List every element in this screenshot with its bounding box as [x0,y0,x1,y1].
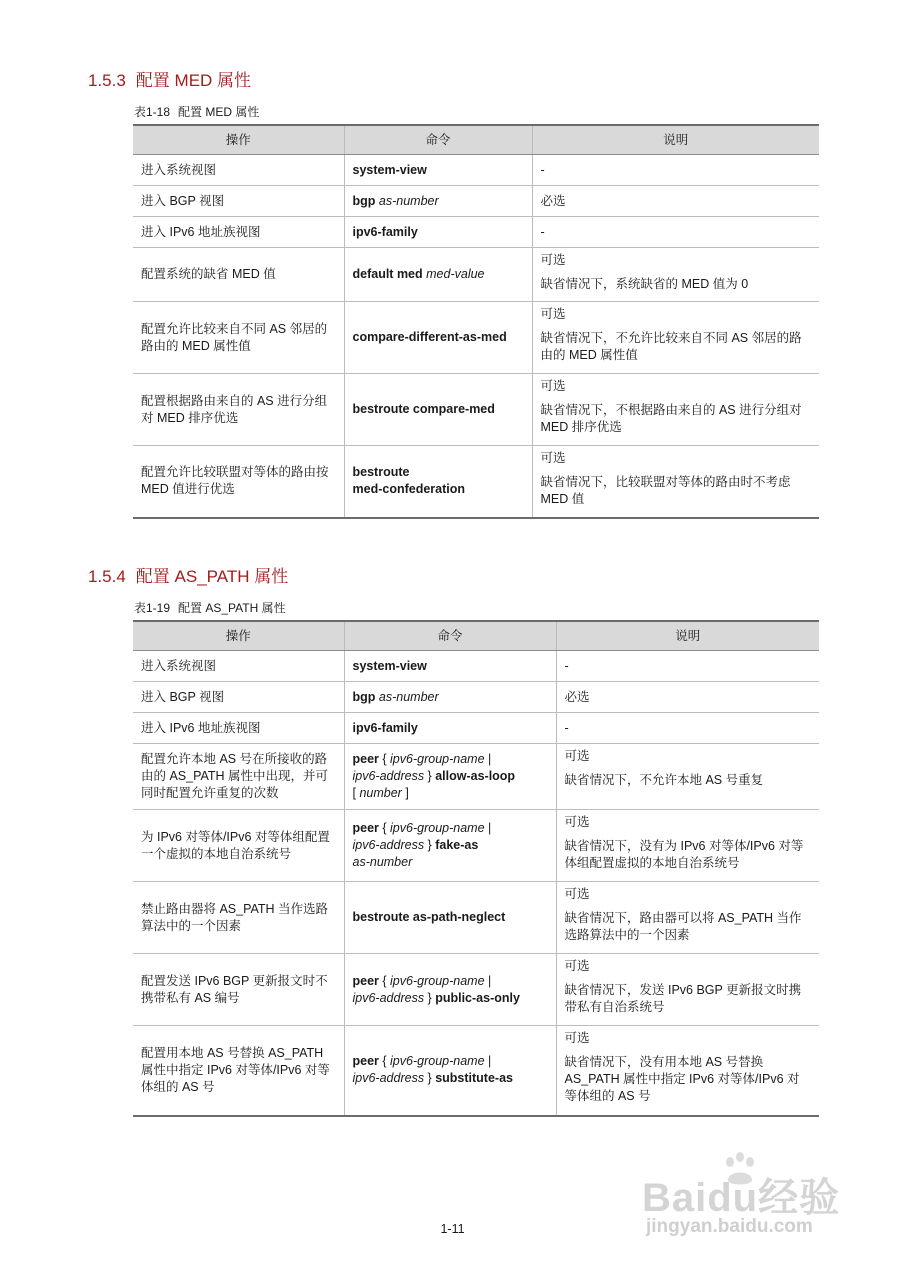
operation-cell: 进入系统视图 [133,651,344,682]
command-keyword: ipv6-family [352,224,418,239]
operation-cell: 进入 BGP 视图 [133,682,344,713]
section-heading-med [88,66,251,91]
command-keyword: bestroute as-path-neglect [352,910,506,924]
command-cell [344,744,556,810]
command-cell [344,302,532,374]
operation-cell: 配置允许比较联盟对等体的路由按 MED 值进行优选 [133,446,344,518]
description-line: - [540,224,545,239]
section-title: 配置 AS_PATH 属性 [135,567,289,586]
caption-text: 配置 AS_PATH 属性 [178,601,286,615]
description-line: 可选 [564,887,590,901]
command-cell [344,713,556,744]
command-argument: ipv6-address [352,990,425,1005]
command-keyword: peer [352,752,379,766]
command-text: } [424,838,436,852]
operation-cell: 为 IPv6 对等体/IPv6 对等体组配置一个虚拟的本地自治系统号 [133,810,344,882]
description-cell [556,810,819,882]
command-argument: number [359,786,402,800]
command-cell [344,954,556,1026]
command-keyword: system-view [352,658,427,673]
command-keyword: med-confederation [352,482,466,497]
command-text: ] [401,786,409,800]
command-argument: ipv6-address [352,769,425,783]
description-line: 可选 [564,815,590,829]
command-keyword: bestroute compare-med [352,402,495,416]
command-text: } [424,1071,436,1086]
command-text: [ [352,786,360,800]
description-line: 必选 [564,689,590,704]
description-cell [532,248,819,302]
command-text: | [484,821,492,835]
operation-cell: 进入 IPv6 地址族视图 [133,217,344,248]
command-keyword: substitute-as [435,1071,513,1086]
operation-cell: 进入 IPv6 地址族视图 [133,713,344,744]
table-header-row [133,125,819,155]
watermark-brand: Baidu经验 [642,1176,841,1220]
command-text: { [378,1054,391,1069]
table-caption-med [134,103,259,120]
description-cell [556,1026,819,1116]
description-cell [556,882,819,954]
command-keyword: peer [352,821,379,835]
table-row [133,810,819,882]
table-row [133,713,819,744]
table-row [133,744,819,810]
table-row [133,248,819,302]
description-line: 可选 [564,1031,590,1045]
command-argument: ipv6-address [352,1071,425,1086]
description-line: 可选 [540,379,566,393]
command-argument: ipv6-group-name [390,973,485,988]
table-row [133,954,819,1026]
command-cell [344,882,556,954]
command-keyword: default med [352,267,423,281]
description-cell [556,651,819,682]
command-text: { [378,752,391,766]
description-cell [532,186,819,217]
description-line: - [564,658,569,673]
table-row [133,651,819,682]
command-text: } [424,769,436,783]
description-line: 可选 [564,749,590,763]
operation-cell: 进入 BGP 视图 [133,186,344,217]
med-config-table [133,124,819,519]
command-cell [344,682,556,713]
table-row [133,1026,819,1116]
command-text: | [484,1054,492,1069]
table-row [133,302,819,374]
command-cell [344,374,532,446]
description-cell [532,374,819,446]
description-cell [556,682,819,713]
operation-cell: 配置根据路由来自的 AS 进行分组对 MED 排序优选 [133,374,344,446]
header-operation: 操作 [133,125,344,155]
command-text: | [484,973,492,988]
description-line: - [540,162,545,177]
table-row [133,186,819,217]
description-line: 缺省情况下，不允许本地 AS 号重复 [564,773,764,787]
command-keyword: bgp [352,689,376,704]
command-keyword: ipv6-family [352,720,418,735]
operation-cell: 配置发送 IPv6 BGP 更新报文时不携带私有 AS 编号 [133,954,344,1026]
command-argument: ipv6-address [352,838,425,852]
command-cell [344,810,556,882]
command-argument: as-number [378,689,439,704]
command-text: } [424,990,436,1005]
command-cell [344,1026,556,1116]
description-cell [556,744,819,810]
command-argument: ipv6-group-name [390,821,485,835]
header-command: 命令 [344,621,556,651]
command-argument: as-number [378,193,439,208]
description-line: 缺省情况下，不根据路由来自的 AS 进行分组对 MED 排序优选 [540,403,802,434]
operation-cell: 配置允许比较来自不同 AS 邻居的路由的 MED 属性值 [133,302,344,374]
command-keyword: public-as-only [435,990,520,1005]
caption-text: 配置 MED 属性 [178,105,260,119]
command-cell [344,186,532,217]
command-argument: as-number [352,855,413,869]
command-text: | [484,752,492,766]
command-keyword: bgp [352,193,376,208]
operation-cell: 禁止路由器将 AS_PATH 当作选路算法中的一个因素 [133,882,344,954]
operation-cell: 配置系统的缺省 MED 值 [133,248,344,302]
command-argument: med-value [426,267,485,281]
command-cell [344,651,556,682]
description-cell [532,446,819,518]
header-operation: 操作 [133,621,344,651]
table-row [133,217,819,248]
description-cell [532,217,819,248]
command-keyword: fake-as [435,838,479,852]
command-keyword: peer [352,973,379,988]
command-keyword: system-view [352,162,427,177]
command-keyword: compare-different-as-med [352,330,507,344]
description-line: 可选 [540,307,566,321]
operation-cell: 配置用本地 AS 号替换 AS_PATH 属性中指定 IPv6 对等体/IPv6 对等体组的 AS 号 [133,1026,344,1116]
header-description: 说明 [556,621,819,651]
description-line: 缺省情况下，系统缺省的 MED 值为 0 [540,277,749,291]
watermark-url: jingyan.baidu.com [646,1216,813,1237]
as-path-config-table [133,620,819,1117]
command-cell [344,446,532,518]
description-line: 缺省情况下，比较联盟对等体的路由时不考虑 MED 值 [540,475,791,506]
description-cell [532,302,819,374]
header-command: 命令 [344,125,532,155]
description-line: 缺省情况下，没有用本地 AS 号替换 AS_PATH 属性中指定 IPv6 对等体/IPv6 对等体组的 AS 号 [564,1055,800,1103]
command-text: { [378,973,391,988]
command-text: { [378,821,391,835]
table-row [133,682,819,713]
section-heading-as-path [88,562,288,587]
operation-cell: 进入系统视图 [133,155,344,186]
table-header-row [133,621,819,651]
description-line: 缺省情况下，不允许比较来自不同 AS 邻居的路由的 MED 属性值 [540,331,802,362]
page-number: 1-11 [440,1222,465,1236]
command-keyword: bestroute [352,465,410,480]
table-row [133,374,819,446]
description-line: 缺省情况下，发送 IPv6 BGP 更新报文时携带私有自治系统号 [564,983,802,1014]
header-description: 说明 [532,125,819,155]
section-number: 1.5.4 [88,567,126,586]
command-keyword: peer [352,1054,379,1069]
caption-number: 表1-19 [134,601,171,615]
section-number: 1.5.3 [88,71,126,90]
description-line: 可选 [564,959,590,973]
description-line: 可选 [540,451,566,465]
baidu-watermark [642,1150,852,1250]
command-argument: ipv6-group-name [390,752,485,766]
operation-cell: 配置允许本地 AS 号在所接收的路由的 AS_PATH 属性中出现，并可同时配置允许重复的次数 [133,744,344,810]
description-line: 必选 [540,193,566,208]
section-title: 配置 MED 属性 [135,71,252,90]
caption-number: 表1-18 [134,105,171,119]
description-cell [556,954,819,1026]
description-line: 可选 [540,253,566,267]
description-line: 缺省情况下，没有为 IPv6 对等体/IPv6 对等体组配置虚拟的本地自治系统号 [564,839,804,870]
description-cell [556,713,819,744]
command-cell [344,155,532,186]
table-row [133,882,819,954]
table-row [133,155,819,186]
command-keyword: allow-as-loop [435,769,516,783]
command-cell [344,217,532,248]
description-line: - [564,720,569,735]
command-cell [344,248,532,302]
command-argument: ipv6-group-name [390,1054,485,1069]
description-cell [532,155,819,186]
description-line: 缺省情况下，路由器可以将 AS_PATH 当作选路算法中的一个因素 [564,911,802,942]
table-row [133,446,819,518]
table-caption-as-path [134,599,286,616]
